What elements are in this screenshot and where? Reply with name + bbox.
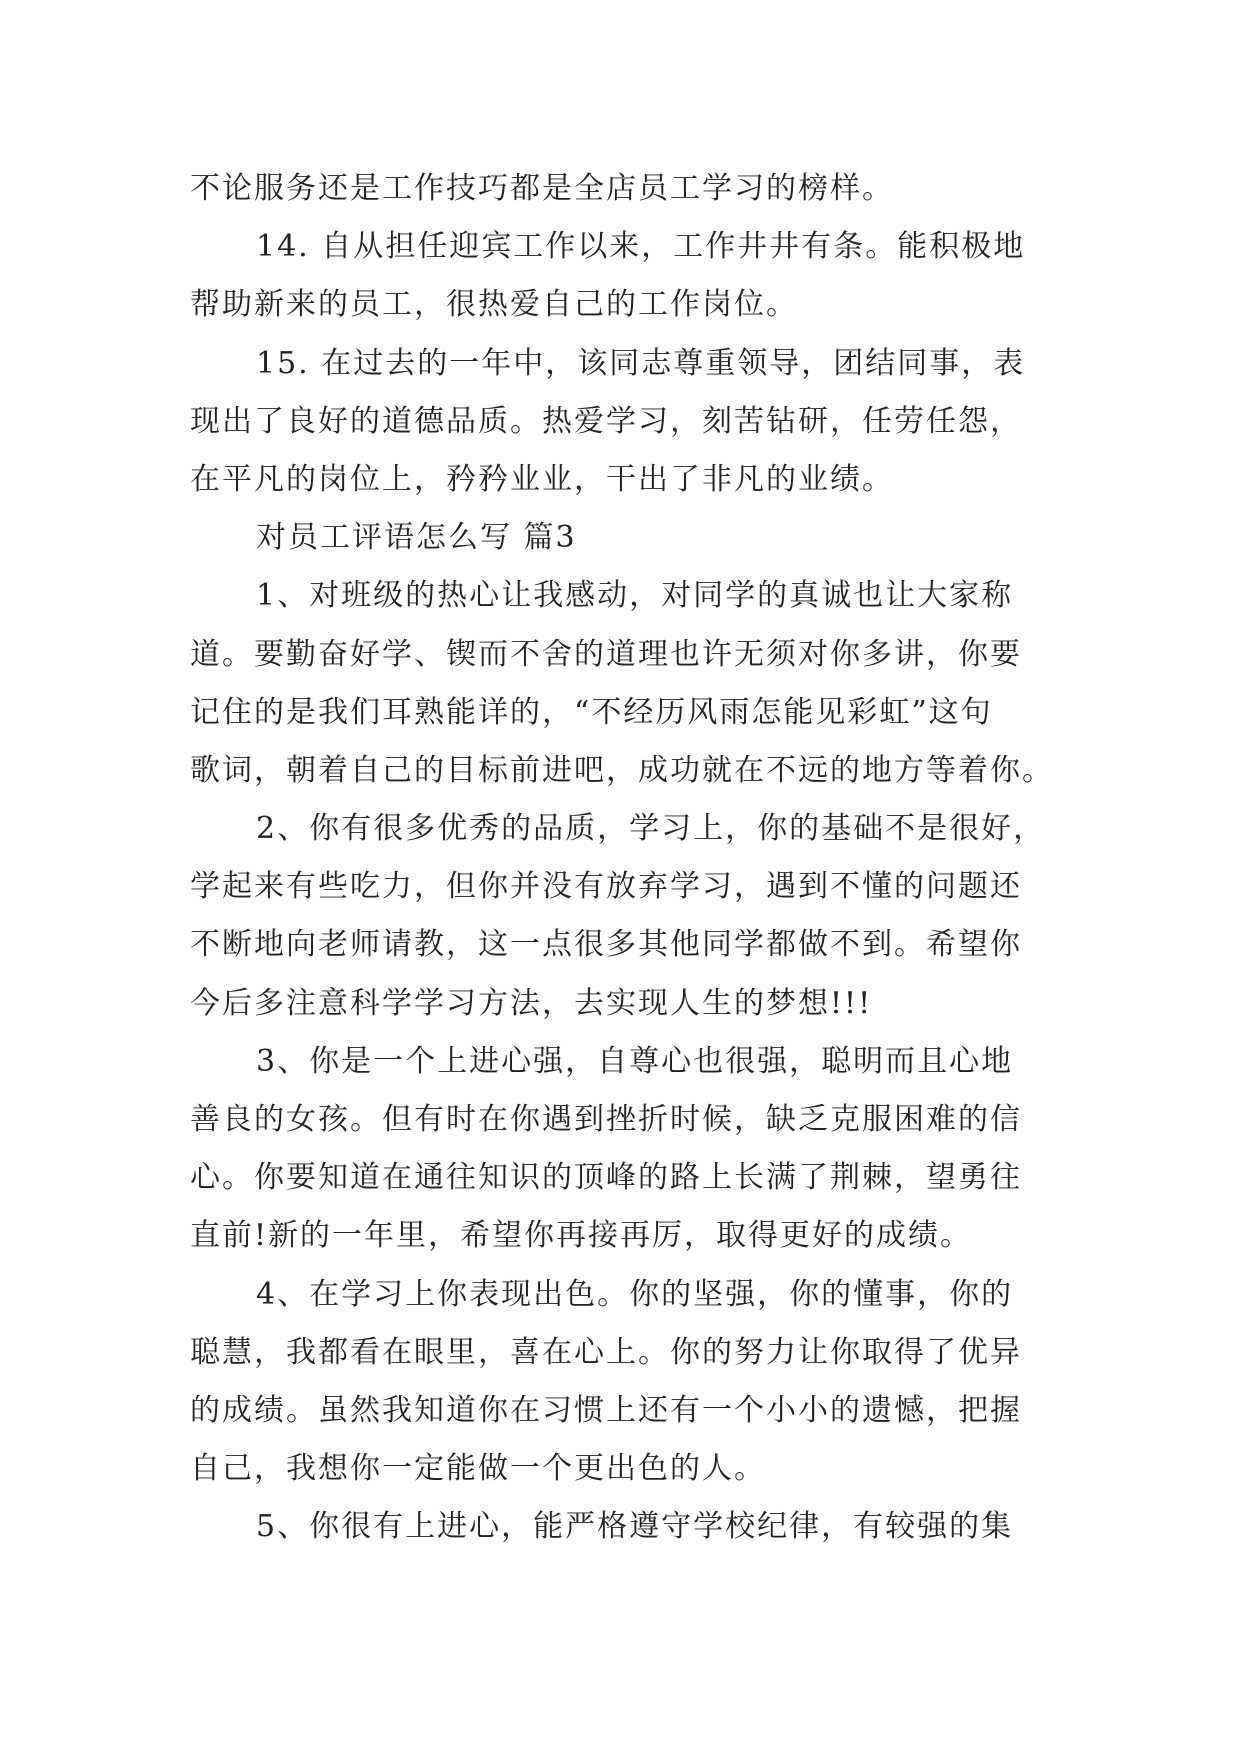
text-line: 心。你要知道在通往知识的顶峰的路上长满了荆棘，望勇往 — [190, 1160, 1022, 1196]
text-line: 不断地向老师请教，这一点很多其他同学都做不到。希望你 — [190, 927, 1022, 963]
text-line: 歌词，朝着自己的目标前进吧，成功就在不远的地方等着你。 — [190, 752, 1054, 788]
text-line: 的成绩。虽然我知道你在习惯上还有一个小小的遗憾，把握 — [190, 1392, 1022, 1428]
text-line: 4、在学习上你表现出色。你的坚强，你的懂事，你的 — [256, 1276, 1014, 1312]
text-line: 善良的女孩。但有时在你遇到挫折时候，缺乏克服困难的信 — [190, 1102, 1022, 1137]
text-line: 道。要勤奋好学、锲而不舍的道理也许无须对你多讲，你要 — [190, 636, 1022, 672]
text-line: 直前!新的一年里，希望你再接再厉，取得更好的成绩。 — [190, 1218, 973, 1254]
text-line: 自己，我想你一定能做一个更出色的人。 — [190, 1451, 766, 1487]
text-line: 学起来有些吃力，但你并没有放弃学习，遇到不懂的问题还 — [190, 869, 1022, 905]
text-line: 14. 自从担任迎宾工作以来，工作井井有条。能积极地 — [256, 229, 1026, 265]
text-line: 今后多注意科学学习方法，去实现人生的梦想!!! — [190, 985, 873, 1021]
text-line: 1、对班级的热心让我感动，对同学的真诚也让大家称 — [256, 578, 1014, 614]
text-line: 聪慧，我都看在眼里，喜在心上。你的努力让你取得了优异 — [190, 1334, 1022, 1370]
text-line: 帮助新来的员工，很热爱自己的工作岗位。 — [190, 287, 798, 323]
text-line: 2、你有很多优秀的品质，学习上，你的基础不是很好， — [256, 811, 1046, 847]
text-line: 不论服务还是工作技巧都是全店员工学习的榜样。 — [190, 171, 894, 206]
text-line: 现出了良好的道德品质。热爱学习，刻苦钻研，任劳任怨， — [190, 403, 1022, 439]
text-line: 记住的是我们耳熟能详的，“不经历风雨怎能见彩虹”这句 — [190, 694, 993, 730]
text-line: 5、你很有上进心，能严格遵守学校纪律，有较强的集 — [256, 1509, 1014, 1545]
document-body — [190, 160, 1054, 1557]
text-line: 15. 在过去的一年中，该同志尊重领导，团结同事，表 — [256, 345, 1026, 381]
text-line: 3、你是一个上进心强，自尊心也很强，聪明而且心地 — [256, 1043, 1014, 1079]
text-line: 在平凡的岗位上，矜矜业业，干出了非凡的业绩。 — [190, 461, 894, 497]
section-heading: 对员工评语怎么写 篇3 — [256, 520, 577, 556]
